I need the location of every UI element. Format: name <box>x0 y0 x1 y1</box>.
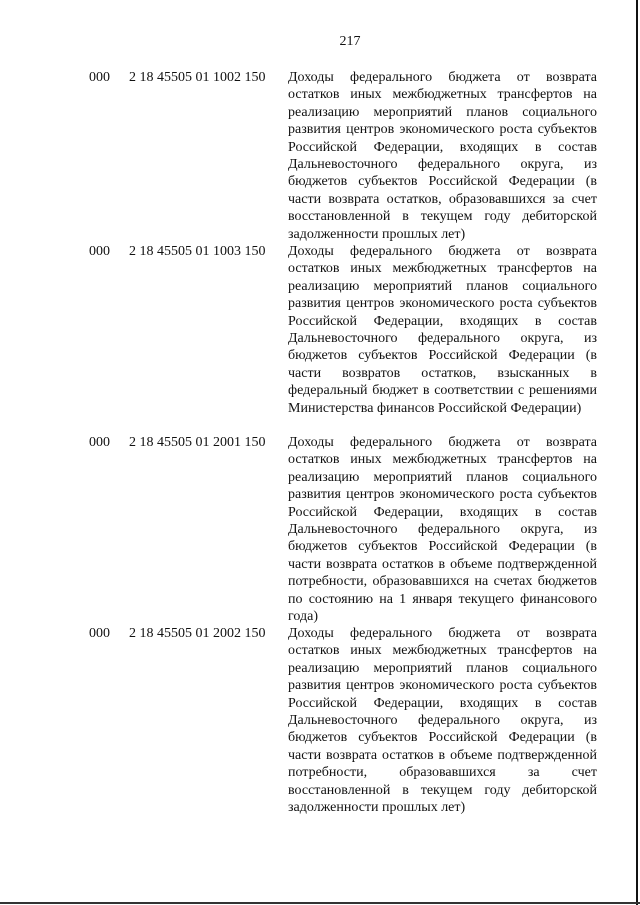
admin-code: 000 <box>89 70 110 85</box>
page-number: 217 <box>339 34 361 49</box>
admin-code: 000 <box>89 435 110 450</box>
entry-description: Доходы федерального бюджета от возврата остатков иных межбюджетных трансфертов на реализацию мероприятий планов социального развития центров экономического роста субъектов Российской Федерации, входящих в состав Дальневосточного федерального округа, из бюджетов субъектов Российской Федерации (в части возврата остатков, образовавшихся за счет восстановленной в текущем году дебиторской задолженности прошлых лет) <box>288 70 597 242</box>
classification-code: 2 18 45505 01 2001 150 <box>129 435 266 450</box>
classification-code: 2 18 45505 01 1003 150 <box>129 244 266 259</box>
classification-code: 2 18 45505 01 1002 150 <box>129 70 266 85</box>
page-edge-bottom <box>0 902 640 904</box>
classification-code: 2 18 45505 01 2002 150 <box>129 626 266 641</box>
page-edge-right <box>636 0 638 905</box>
admin-code: 000 <box>89 626 110 641</box>
entry-description: Доходы федерального бюджета от возврата остатков иных межбюджетных трансфертов на реализацию мероприятий планов социального развития центров экономического роста субъектов Российской Федерации, входящих в состав Дальневосточного федерального округа, из бюджетов субъектов Российской Федерации (в части возвратов остатков, взысканных в федеральный бюджет в соответствии с решениями Министерства финансов Российской Федерации) <box>288 244 597 416</box>
admin-code: 000 <box>89 244 110 259</box>
entry-description: Доходы федерального бюджета от возврата остатков иных межбюджетных трансфертов на реализацию мероприятий планов социального развития центров экономического роста субъектов Российской Федерации, входящих в состав Дальневосточного федерального округа, из бюджетов субъектов Российской Федерации (в части возврата остатков в объеме подтвержденной потребности, образовавшихся на счетах бюджетов по состоянию на 1 января текущего финансового года) <box>288 435 597 625</box>
entry-description: Доходы федерального бюджета от возврата остатков иных межбюджетных трансфертов на реализацию мероприятий планов социального развития центров экономического роста субъектов Российской Федерации, входящих в состав Дальневосточного федерального округа, из бюджетов субъектов Российской Федерации (в части возврата остатков в объеме подтвержденной потребности, образовавшихся за счет восстановленной в текущем году дебиторской задолженности прошлых лет) <box>288 626 597 816</box>
